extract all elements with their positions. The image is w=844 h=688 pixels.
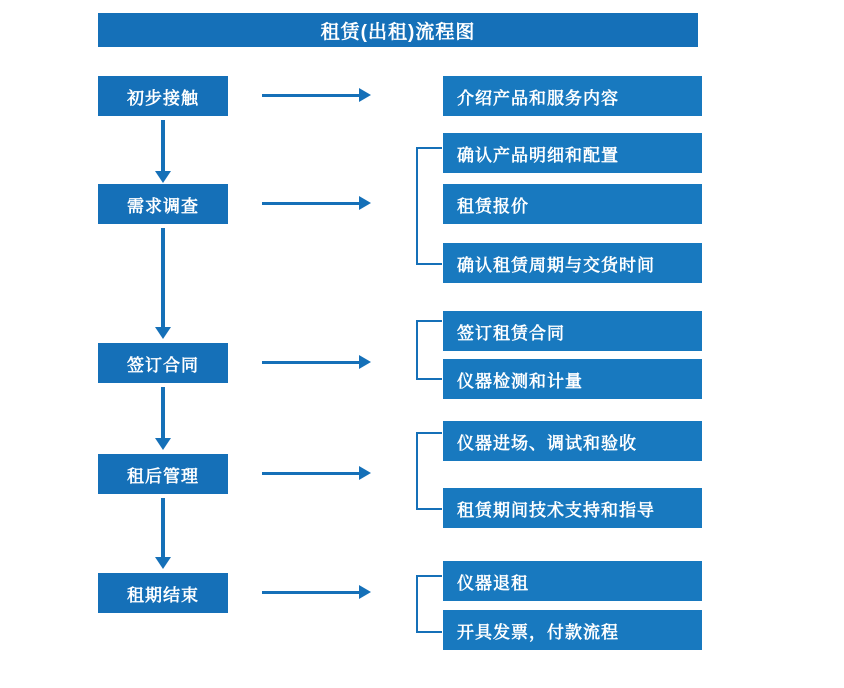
horizontal-arrow-3 (262, 361, 360, 364)
detail-box-6[interactable]: 仪器检测和计量 (443, 359, 702, 399)
detail-box-2[interactable]: 确认产品明细和配置 (443, 133, 702, 173)
vertical-arrow-2 (161, 228, 165, 328)
page-title: 租赁(出租)流程图 (98, 13, 698, 47)
stage-box-1[interactable]: 初步接触 (98, 76, 228, 116)
detail-box-3[interactable]: 租赁报价 (443, 184, 702, 224)
horizontal-arrow-1 (262, 94, 360, 97)
vertical-arrow-4 (161, 498, 165, 558)
detail-box-1[interactable]: 介绍产品和服务内容 (443, 76, 702, 116)
detail-box-9[interactable]: 仪器退租 (443, 561, 702, 601)
stage-box-5[interactable]: 租期结束 (98, 573, 228, 613)
vertical-arrow-3 (161, 387, 165, 439)
horizontal-arrow-2 (262, 202, 360, 205)
horizontal-arrow-4 (262, 472, 360, 475)
group-bracket-1 (416, 147, 442, 265)
stage-box-4[interactable]: 租后管理 (98, 454, 228, 494)
stage-box-3[interactable]: 签订合同 (98, 343, 228, 383)
detail-box-7[interactable]: 仪器进场、调试和验收 (443, 421, 702, 461)
detail-box-8[interactable]: 租赁期间技术支持和指导 (443, 488, 702, 528)
group-bracket-4 (416, 575, 442, 633)
detail-box-4[interactable]: 确认租赁周期与交货时间 (443, 243, 702, 283)
detail-box-5[interactable]: 签订租赁合同 (443, 311, 702, 351)
detail-box-10[interactable]: 开具发票，付款流程 (443, 610, 702, 650)
stage-box-2[interactable]: 需求调查 (98, 184, 228, 224)
vertical-arrow-1 (161, 120, 165, 172)
group-bracket-2 (416, 320, 442, 380)
horizontal-arrow-5 (262, 591, 360, 594)
group-bracket-3 (416, 432, 442, 510)
